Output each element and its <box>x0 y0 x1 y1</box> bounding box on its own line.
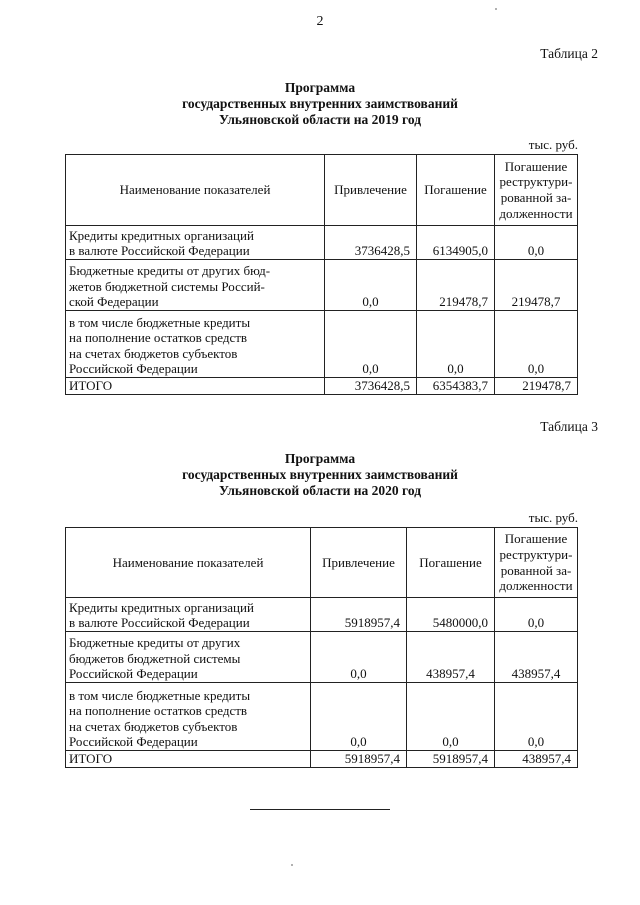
header-restructured-line2: реструктури- <box>499 546 573 562</box>
header-restructured-line3: рованной за- <box>500 562 572 578</box>
total-repay: 5918957,4 <box>407 751 495 768</box>
header-restructured-line4: долженности <box>499 205 573 221</box>
total-borrow: 3736428,5 <box>325 378 417 395</box>
row-name-line: ской Федерации <box>69 294 159 310</box>
scan-speck <box>291 864 293 866</box>
cell-repay: 5480000,0 <box>407 598 495 632</box>
table-row <box>66 632 578 683</box>
row-name-line: Бюджетные кредиты от других <box>69 635 241 651</box>
cell-borrow: 0,0 <box>325 260 417 311</box>
table3-title-line3: Ульяновской области на 2020 год <box>218 483 422 498</box>
page-number: 2 <box>316 14 324 29</box>
row-name-line: в том числе бюджетные кредиты <box>69 687 251 703</box>
table-total-row <box>66 378 578 395</box>
row-name-line: на счетах бюджетов субъектов <box>69 345 238 361</box>
header-name: Наименование показателей <box>66 528 311 598</box>
row-name-line: Кредиты кредитных организаций <box>69 227 254 243</box>
table-row <box>66 311 578 378</box>
table2-title-line1: Программа <box>284 80 356 95</box>
table-row <box>66 683 578 751</box>
cell-repay: 0,0 <box>407 683 495 751</box>
row-name-line: Российской Федерации <box>69 734 198 750</box>
table2-units: тыс. руб. <box>528 137 578 152</box>
table-row <box>66 226 578 260</box>
total-repay: 6354383,7 <box>417 378 495 395</box>
cell-borrow: 0,0 <box>311 632 407 683</box>
table3-title-line1: Программа <box>284 451 356 466</box>
row-name <box>66 683 311 751</box>
table3-label: Таблица 3 <box>540 419 598 434</box>
header-repay: Погашение <box>417 155 495 226</box>
header-repay: Погашение <box>407 528 495 598</box>
total-name: ИТОГО <box>66 378 325 395</box>
row-name-line: в валюте Российской Федерации <box>69 615 250 631</box>
cell-restructured: 0,0 <box>495 683 578 751</box>
header-borrow: Привлечение <box>325 155 417 226</box>
table-row <box>66 260 578 311</box>
row-name <box>66 311 325 378</box>
total-name: ИТОГО <box>66 751 311 768</box>
table2 <box>65 154 578 395</box>
table2-label: Таблица 2 <box>540 46 598 61</box>
row-name-line: Российской Федерации <box>69 666 198 682</box>
cell-restructured: 0,0 <box>495 226 578 260</box>
row-name-line: на пополнение остатков средств <box>69 330 248 346</box>
row-name-line: Кредиты кредитных организаций <box>69 599 254 615</box>
row-name-line: на пополнение остатков средств <box>69 703 248 719</box>
header-restructured-line2: реструктури- <box>499 174 573 190</box>
cell-repay: 0,0 <box>417 311 495 378</box>
cell-borrow: 0,0 <box>311 683 407 751</box>
cell-borrow: 0,0 <box>325 311 417 378</box>
cell-repay: 438957,4 <box>407 632 495 683</box>
table3-title-line2: государственных внутренних заимствований <box>182 467 458 482</box>
cell-restructured: 0,0 <box>495 311 578 378</box>
row-name-line: Бюджетные кредиты от других бюд- <box>69 263 271 279</box>
header-restructured-line1: Погашение <box>504 158 568 174</box>
total-restructured: 219478,7 <box>495 378 578 395</box>
total-restructured: 438957,4 <box>495 751 578 768</box>
table3-units: тыс. руб. <box>528 510 578 525</box>
cell-repay: 6134905,0 <box>417 226 495 260</box>
row-name <box>66 632 311 683</box>
row-name <box>66 598 311 632</box>
cell-restructured: 0,0 <box>495 598 578 632</box>
row-name-line: на счетах бюджетов субъектов <box>69 718 238 734</box>
table2-title-line2: государственных внутренних заимствований <box>182 96 458 111</box>
header-restructured-line3: рованной за- <box>500 190 572 205</box>
row-name-line: Российской Федерации <box>69 361 198 377</box>
row-name-line: в валюте Российской Федерации <box>69 243 250 259</box>
cell-restructured: 438957,4 <box>495 632 578 683</box>
table3 <box>65 527 578 768</box>
total-borrow: 5918957,4 <box>311 751 407 768</box>
header-borrow: Привлечение <box>311 528 407 598</box>
header-name: Наименование показателей <box>66 155 325 226</box>
row-name-line: жетов бюджетной системы Россий- <box>69 278 265 294</box>
cell-borrow: 3736428,5 <box>325 226 417 260</box>
row-name <box>66 260 325 311</box>
header-restructured <box>495 528 578 598</box>
table3-title <box>60 451 580 499</box>
row-name-line: бюджетов бюджетной системы <box>69 650 241 666</box>
closing-rule <box>250 809 390 810</box>
header-restructured-line1: Погашение <box>504 531 568 547</box>
cell-borrow: 5918957,4 <box>311 598 407 632</box>
row-name-line: в том числе бюджетные кредиты <box>69 314 251 330</box>
header-restructured <box>495 155 578 226</box>
table-row <box>66 598 578 632</box>
table2-title-line3: Ульяновской области на 2019 год <box>218 112 422 127</box>
row-name <box>66 226 325 260</box>
header-restructured-line4: долженности <box>499 578 573 594</box>
cell-repay: 219478,7 <box>417 260 495 311</box>
table-header-row <box>66 528 578 598</box>
table-header-row <box>66 155 578 226</box>
cell-restructured: 219478,7 <box>495 260 578 311</box>
table2-title <box>60 80 580 128</box>
scan-speck <box>495 8 497 10</box>
table-total-row <box>66 751 578 768</box>
